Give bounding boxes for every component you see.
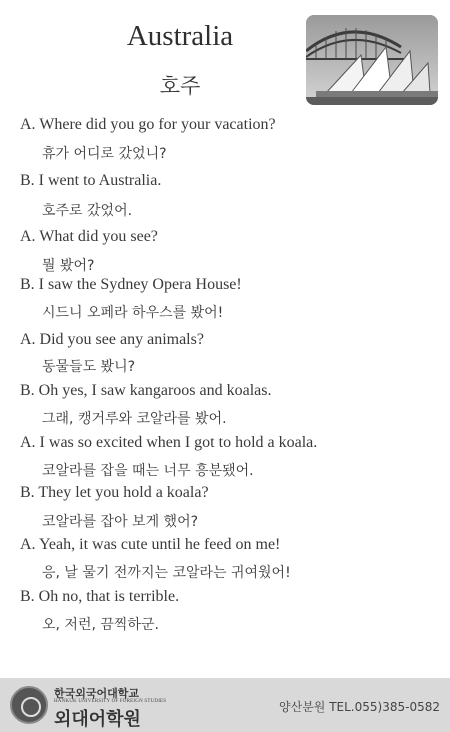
university-name-english: HANKUK UNIVERSITY OF FOREIGN STUDIES (54, 699, 167, 704)
dialog-korean-line: 오, 저런, 끔찍하군. (42, 617, 159, 633)
page-title: Australia (126, 20, 234, 52)
university-seal-icon (10, 686, 48, 724)
dialog-english-line: B. I saw the Sydney Opera House! (20, 276, 242, 293)
dialog-korean-line: 그래, 캥거루와 코알라를 봤어. (42, 411, 227, 427)
dialog-english-line: A. Did you see any animals? (20, 331, 204, 348)
school-name: 외대어학원 (54, 709, 141, 730)
branch-contact: 양산분원 TEL.055)385-0582 (279, 700, 440, 714)
dialog-korean-line: 뭘 봤어? (42, 258, 95, 274)
dialog-english-line: A. I was so excited when I got to hold a koala. (20, 434, 318, 451)
sydney-opera-house-photo (306, 15, 438, 105)
dialog-english-line: A. Yeah, it was cute until he feed on me! (20, 536, 281, 553)
dialog-english-line: B. I went to Australia. (20, 172, 162, 189)
dialog-korean-line: 응, 날 물기 전까지는 코알라는 귀여웠어! (42, 565, 291, 581)
dialog-english-line: A. Where did you go for your vacation? (20, 116, 276, 133)
dialog-korean-line: 시드니 오페라 하우스를 봤어! (42, 305, 224, 321)
footer-bar (0, 678, 450, 732)
dialog-english-line: B. They let you hold a koala? (20, 484, 209, 501)
dialog-korean-line: 호주로 갔었어. (42, 203, 133, 219)
dialog-english-line: B. Oh no, that is terrible. (20, 588, 180, 605)
dialog-english-line: B. Oh yes, I saw kangaroos and koalas. (20, 382, 272, 399)
dialog-english-line: A. What did you see? (20, 228, 158, 245)
dialog-korean-line: 코알라를 잡을 때는 너무 흥분됐어. (42, 463, 254, 479)
university-name: 한국외국어대학교 (54, 687, 140, 700)
dialog-korean-line: 코알라를 잡아 보게 했어? (42, 514, 199, 530)
dialog-korean-line: 휴가 어디로 갔었니? (42, 146, 167, 162)
dialog-korean-line: 동물들도 봤니? (42, 359, 136, 375)
page-subtitle: 호주 (159, 74, 201, 98)
